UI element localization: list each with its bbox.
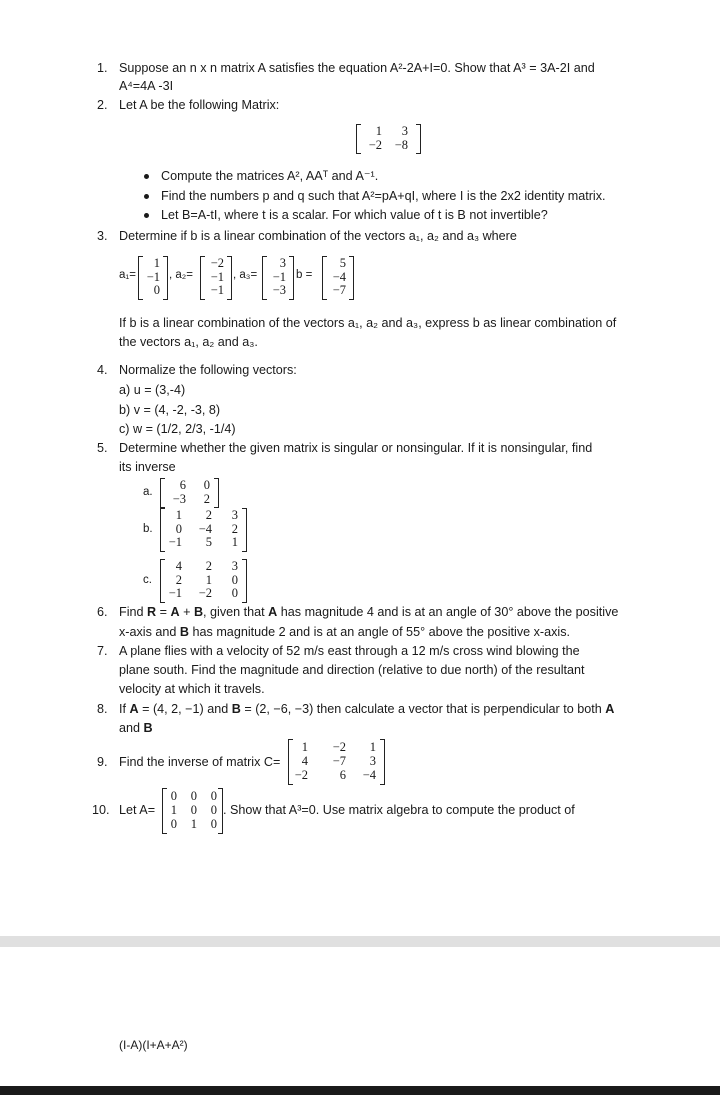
q2-bullet-1: Compute the matrices A², AAᵀ and A⁻¹.: [161, 169, 379, 183]
q2-number: 2.: [97, 98, 108, 112]
matrix-cell: −2: [198, 586, 212, 600]
bracket-right: [242, 559, 247, 603]
q3-after-line1: If b is a linear combination of the vectors a₁, a₂ and a₃, express b as linear combination of: [119, 316, 617, 330]
matrix-cell: −2: [368, 137, 382, 152]
matrix-cell: 0: [210, 817, 217, 831]
q2-bullet-3: Let B=A-tI, where t is a scalar. For which value of t is B not invertible?: [161, 208, 548, 222]
vector-cell: −3: [272, 283, 286, 297]
q3-number: 3.: [97, 229, 108, 243]
bottom-bar: [0, 1086, 720, 1095]
matrix-cell: −2: [294, 768, 308, 782]
q8-number: 8.: [97, 702, 108, 716]
vector-cell: 0: [153, 283, 160, 297]
footer-expression: (I-A)(I+A+A²): [119, 1038, 188, 1052]
q4-text: Normalize the following vectors:: [119, 363, 297, 377]
matrix-cell: 2: [175, 572, 182, 587]
q3-vector-b: [322, 256, 354, 300]
q3-b-label: b =: [296, 269, 313, 281]
matrix-cell: −4: [362, 768, 376, 782]
q1-number: 1.: [97, 61, 108, 75]
matrix-cell: −4: [198, 521, 212, 536]
q3-a2-label: , a₂=: [169, 269, 193, 281]
q2-text: Let A be the following Matrix:: [119, 98, 280, 112]
vector-cell: −4: [332, 269, 346, 284]
q6-text-line2: x-axis and B has magnitude 2 and is at an angle of 55° above the positive x-axis.: [119, 625, 571, 639]
matrix-cell: 2: [205, 559, 212, 573]
q9-matrix: [288, 739, 386, 785]
q5-b-label: b.: [143, 523, 153, 535]
vector-cell: −1: [146, 269, 160, 284]
matrix-cell: 2: [203, 491, 210, 506]
matrix-cell: 6: [179, 478, 186, 492]
vector-cell: −1: [210, 269, 224, 284]
q7-text-line1: A plane flies with a velocity of 52 m/s east through a 12 m/s cross wind blowing the: [119, 644, 580, 658]
matrix-cell: 0: [170, 789, 177, 803]
matrix-cell: −1: [168, 535, 182, 549]
bracket-right: [227, 256, 232, 300]
q3-text: Determine if b is a linear combination of the vectors a₁, a₂ and a₃ where: [119, 229, 517, 243]
q3-a3-label: , a₃=: [233, 269, 258, 281]
matrix-cell: 0: [231, 586, 238, 600]
matrix-cell: 3: [369, 754, 376, 768]
matrix-cell: 0: [210, 789, 217, 803]
matrix-cell: 1: [369, 740, 376, 754]
q5-text-line1: Determine whether the given matrix is singular or nonsingular. If it is nonsingular, find: [119, 441, 593, 455]
matrix-cell: 3: [231, 559, 238, 573]
bullet-icon: [144, 174, 149, 179]
page-divider: [0, 936, 720, 947]
vector-cell: −7: [332, 283, 346, 297]
vector-cell: 3: [279, 256, 286, 270]
q10-text-pre: Let A=: [119, 803, 156, 817]
q1-text-line2: A⁴=4A -3I: [119, 79, 174, 93]
q9-number: 9.: [97, 755, 108, 769]
bracket-right: [214, 478, 219, 508]
q3-vector-a1: [138, 256, 168, 300]
matrix-cell: 4: [301, 754, 308, 768]
q5-a-label: a.: [143, 486, 153, 498]
matrix-cell: 3: [231, 508, 238, 522]
q2-bullet-2: Find the numbers p and q such that A²=pA+qI, where I is the 2x2 identity matrix.: [161, 189, 606, 203]
q5-matrix-a: [160, 478, 222, 508]
q5-matrix-b: [160, 508, 250, 552]
matrix-cell: 4: [175, 559, 182, 573]
vector-cell: 1: [153, 256, 160, 270]
matrix-cell: 1: [175, 508, 182, 522]
matrix-cell: 5: [205, 535, 212, 549]
matrix-cell: 0: [231, 572, 238, 587]
bracket-right: [289, 256, 294, 300]
matrix-cell: 0: [170, 817, 177, 831]
matrix-cell: 1: [190, 817, 197, 831]
matrix-cell: 1: [170, 803, 177, 817]
bracket-right: [163, 256, 168, 300]
bullet-icon: [144, 194, 149, 199]
q1-text-line1: Suppose an n x n matrix A satisfies the equation A²-2A+I=0. Show that A³ = 3A-2I and: [119, 61, 595, 75]
matrix-cell: 1: [205, 572, 212, 587]
matrix-cell: 1: [375, 124, 382, 138]
q3-vector-a3: [262, 256, 294, 300]
q5-text-line2: its inverse: [119, 460, 176, 474]
q3-after-line2: the vectors a₁, a₂ and a₃.: [119, 335, 258, 349]
q10-number: 10.: [92, 803, 110, 817]
q3-vector-a2: [200, 256, 232, 300]
q8-text-line1: If A = (4, 2, −1) and B = (2, −6, −3) then calculate a vector that is perpendicular to both A: [119, 702, 615, 716]
matrix-cell: 2: [231, 521, 238, 536]
matrix-cell: 1: [231, 535, 238, 549]
q5-matrix-c: [160, 559, 250, 603]
vector-cell: −1: [210, 283, 224, 297]
bullet-icon: [144, 213, 149, 218]
q7-text-line3: velocity at which it travels.: [119, 682, 265, 696]
q2-matrix: [356, 124, 424, 154]
matrix-cell: 0: [203, 478, 210, 492]
matrix-cell: 1: [301, 740, 308, 754]
matrix-cell: −2: [332, 740, 346, 754]
q6-text-line1: Find R = A + B, given that A has magnitude 4 and is at an angle of 30° above the positive: [119, 605, 619, 619]
bracket-right: [349, 256, 354, 300]
q9-text: Find the inverse of matrix C=: [119, 755, 281, 769]
q6-number: 6.: [97, 605, 108, 619]
matrix-cell: −3: [172, 491, 186, 506]
q10-text-post: . Show that A³=0. Use matrix algebra to compute the product of: [223, 803, 575, 817]
q7-text-line2: plane south. Find the magnitude and direction (relative to due north) of the resultant: [119, 663, 585, 677]
q4-item-b: b) v = (4, -2, -3, 8): [119, 403, 221, 417]
q7-number: 7.: [97, 644, 108, 658]
matrix-cell: −7: [332, 754, 346, 768]
matrix-cell: 0: [175, 521, 182, 536]
bracket-right: [416, 124, 421, 154]
matrix-cell: −8: [394, 137, 408, 152]
matrix-cell: 3: [401, 124, 408, 138]
q5-c-label: c.: [143, 574, 152, 586]
matrix-cell: −1: [168, 586, 182, 600]
vector-cell: −2: [210, 256, 224, 270]
q5-number: 5.: [97, 441, 108, 455]
vector-cell: 5: [339, 256, 346, 270]
matrix-cell: 0: [190, 803, 197, 817]
q10-matrix: [162, 788, 224, 834]
vector-cell: −1: [272, 269, 286, 284]
matrix-cell: 6: [339, 768, 346, 782]
matrix-cell: 2: [205, 508, 212, 522]
q4-item-c: c) w = (1/2, 2/3, -1/4): [119, 422, 236, 436]
bracket-right: [242, 508, 247, 552]
q4-item-a: a) u = (3,-4): [119, 383, 186, 397]
q8-text-line2: and B: [119, 721, 153, 735]
q4-number: 4.: [97, 363, 108, 377]
bracket-right: [380, 739, 385, 785]
matrix-cell: 0: [190, 789, 197, 803]
matrix-cell: 0: [210, 803, 217, 817]
q3-a1-label: a₁=: [119, 269, 136, 281]
